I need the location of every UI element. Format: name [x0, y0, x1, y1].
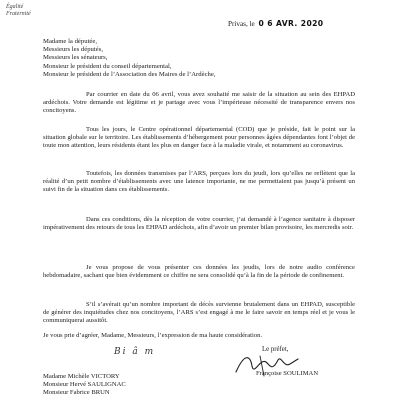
recipient-line: Monsieur le président de l’Association des Maires de l’Ardèche, — [43, 70, 216, 78]
recipient-line: Monsieur le président du conseil départemental, — [43, 62, 172, 70]
place-label: Privas, le — [228, 20, 255, 28]
recipient-line: Messieurs les députés, — [43, 46, 103, 54]
body-paragraph: Dans ces conditions, dès la réception de votre courrier, j’ai demandé à l’agence sanitaire à disposer impérativement des retours de tous les EHPAD ardéchois, afin d’avoir un premier bilan provisoire, les mercredis soir. — [43, 216, 355, 232]
body-paragraph: Par courrier en date du 06 avril, vous avez souhaité me saisir de la situation au sein des EHPAD ardéchois. Votre demande est légitime et je partage avec vous l’impérieuse nécessité de transparence envers nos concitoyens. — [43, 91, 355, 115]
body-paragraph: Toutefois, les données transmises par l’ARS, perçues lors du jeudi, lors qu’elles ne reflètent que la réalité d’un petit nombre d’établissements avec une latence importante, ne me permettaient pas jusqu’à présent un suivi fin de la situation dans ces établissements. — [43, 170, 355, 194]
closing-formula: Je vous prie d’agréer, Madame, Messieurs, l’expression de ma haute considération. — [43, 332, 263, 339]
copy-recipient: Monsieur Fabrice BRUN — [43, 389, 110, 397]
motto-line: Fraternité — [6, 11, 31, 17]
date-line — [228, 19, 324, 28]
signer-name: Françoise SOULIMAN — [256, 370, 319, 377]
signer-title: Le préfet, — [262, 346, 289, 353]
republic-motto — [6, 4, 31, 18]
handwritten-note: Bi â m — [114, 347, 156, 357]
copy-recipient: Monsieur Hervé SAULIGNAC — [43, 381, 126, 389]
copy-recipient: Madame Michèle VICTORY — [43, 373, 120, 380]
motto-line: Égalité — [6, 4, 24, 10]
recipient-line: Madame la députée, — [43, 38, 98, 45]
copy-recipient-list — [43, 373, 126, 398]
body-paragraph: S’il s’avérait qu’un nombre important de décès survienne brutalement dans un EHPAD, susceptible de générer des inquiétudes chez nos concitoyens, l’ARS s’est engagé à me le faire savoir en temps réel et je vous le communiquerai aussitôt. — [43, 301, 355, 325]
recipient-list — [43, 38, 216, 79]
recipient-line: Messieurs les sénateurs, — [43, 54, 108, 62]
date-stamp: 0 6 AVR. 2020 — [258, 19, 324, 28]
body-paragraph: Je vous propose de vous présenter ces données les jeudis, lors de notre audio conférence hebdomadaire, sachant que bien évidemment ce chiffre ne sera consolidé qu’à la fin de la période de confinement. — [43, 264, 355, 280]
body-paragraph: Tous les jours, le Centre opérationnel départemental (COD) que je préside, fait le point sur la situation globale sur le territoire. Les établissements d’hébergement pour personnes âgées dépendantes font l’objet de toute mon attention, leurs résidents étant les plus en danger face à la maladie virale, et notamment au coronavirus. — [43, 126, 355, 150]
